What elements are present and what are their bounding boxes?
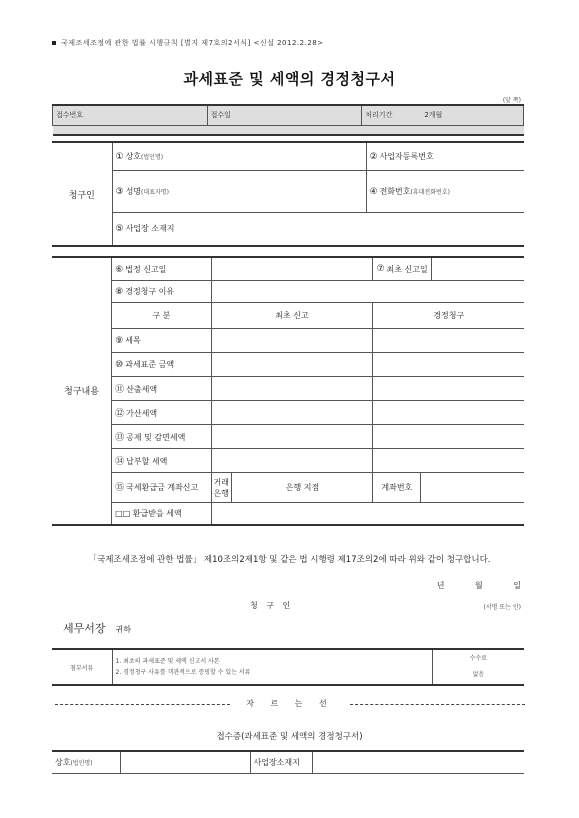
- company-label: 상호: [125, 151, 142, 161]
- receipt-company-label-text: 상호: [55, 757, 71, 767]
- reason-label: 경정청구 이유: [125, 287, 175, 296]
- row-num: ⑩: [115, 360, 124, 370]
- initial-header: 최초 신고: [211, 303, 373, 329]
- initial-cell[interactable]: [211, 401, 373, 425]
- addressee-suffix: 귀하: [115, 625, 131, 634]
- processing-label: 처리기간: [365, 111, 393, 120]
- correction-header: 경정청구: [373, 303, 524, 329]
- company-sub: (법인명): [141, 153, 164, 161]
- bank-label: 거래은행: [213, 477, 229, 498]
- regulation-note: [52, 38, 324, 48]
- receipt-table: [52, 750, 524, 774]
- cut-line: [55, 698, 525, 710]
- legal-date-input[interactable]: [211, 257, 373, 281]
- correction-cell[interactable]: [373, 401, 524, 425]
- first-date-label: 최초 신고일: [386, 264, 428, 274]
- page-side-label: (앞 쪽): [502, 97, 521, 104]
- receipt-company-label: [52, 751, 120, 773]
- phone-label: 전화번호: [379, 186, 411, 196]
- refund-label: 국세환급금 계좌신고: [126, 482, 199, 492]
- address-num: ⑤: [115, 224, 124, 235]
- regulation-text: 국제조세조정에 관한 법률 시행규칙 [별지 제7호의2서식] <신설 2012.2.28>: [61, 39, 324, 47]
- row-label: 세목: [125, 336, 141, 345]
- row-num: ⑪: [115, 385, 125, 395]
- claimant-sign-label: 청 구 인: [250, 601, 294, 610]
- legal-date-label: 법정 신고일: [125, 264, 167, 274]
- correction-cell[interactable]: [373, 329, 524, 353]
- row-payable-tax: [112, 449, 211, 473]
- initial-cell[interactable]: [211, 329, 373, 353]
- bizno-label: 사업자등록번호: [379, 151, 434, 161]
- form-title: 과세표준 및 세액의 경정청구서: [183, 70, 396, 88]
- account-number-field[interactable]: [421, 473, 524, 503]
- reason-label-cell: [112, 281, 211, 303]
- receipt-address-label-text: 사업장소재지: [253, 757, 300, 767]
- first-date-label-box: [373, 258, 431, 280]
- business-number-field[interactable]: [366, 142, 524, 170]
- attachments-list: [112, 649, 432, 685]
- row-num: ⑫: [115, 409, 125, 419]
- refund-account-label-cell: [112, 473, 211, 503]
- correction-cell[interactable]: [373, 377, 524, 401]
- intake-table: [52, 104, 524, 136]
- row-num: ⑨: [115, 336, 124, 346]
- refund-num: ⑮: [115, 482, 125, 493]
- receipt-title: 접수증(과세표준 및 세액의 경정청구서): [216, 732, 363, 742]
- refund-amount-label: □□ 환급받을 세액: [115, 508, 182, 518]
- receipt-date-label: 접수일: [210, 111, 231, 120]
- attachment-item: 1. 최초의 과세표준 및 세액 신고서 사본: [115, 658, 220, 665]
- bank-label-cell: [211, 473, 232, 503]
- row-deduction: [112, 425, 211, 449]
- attachment-item: 2. 경정청구 사유를 객관적으로 증빙할 수 있는 서류: [115, 669, 251, 676]
- bank-branch-text: 은행 지점: [285, 483, 320, 492]
- correction-cell[interactable]: [373, 449, 524, 473]
- date-line[interactable]: 년 월 일: [436, 581, 521, 590]
- fee-cell: [432, 649, 524, 685]
- initial-cell[interactable]: [211, 353, 373, 377]
- row-tax-item: [112, 329, 211, 353]
- claimant-table: [52, 141, 524, 247]
- processing-cell: [362, 105, 524, 125]
- row-label: 공제 및 감면세액: [126, 433, 186, 442]
- row-label: 납부할 세액: [126, 457, 168, 466]
- claim-table: [52, 256, 524, 526]
- initial-cell[interactable]: [211, 425, 373, 449]
- address-label: 사업장 소재지: [125, 224, 175, 234]
- attachments-label-text: 첨부서류: [70, 664, 94, 672]
- category-header: 구 분: [112, 303, 211, 329]
- legal-date-label-cell: [112, 257, 211, 281]
- company-num: ①: [115, 151, 124, 162]
- row-label: 산출세액: [126, 385, 158, 394]
- receipt-company-field[interactable]: [120, 751, 250, 773]
- claimant-section-label: 청구인: [52, 142, 112, 246]
- refund-amount-label-cell: [112, 503, 211, 525]
- row-penalty-tax: [112, 401, 211, 425]
- receipt-no-label: 접수번호: [56, 111, 84, 120]
- bizno-num: ②: [369, 151, 378, 162]
- claim-statement: 「국제조세조정에 관한 법률」 제10조의2제1항 및 같은 법 시행령 제17조의2에 따라 위와 같이 청구합니다.: [88, 555, 491, 565]
- correction-cell[interactable]: [373, 425, 524, 449]
- reason-input[interactable]: [211, 281, 524, 303]
- refund-amount-field[interactable]: [211, 503, 524, 525]
- company-name-field[interactable]: [112, 142, 366, 170]
- row-num: ⑬: [115, 433, 125, 443]
- account-number-label: 계좌번호: [381, 483, 413, 492]
- receipt-company-sub: (법인명): [70, 759, 93, 767]
- row-num: ⑭: [115, 457, 125, 467]
- first-date-num: ⑦: [376, 264, 385, 274]
- phone-num: ④: [369, 186, 378, 197]
- tax-office-name: 세무서장: [63, 622, 106, 635]
- attachments-label: [52, 649, 112, 685]
- initial-cell[interactable]: [211, 449, 373, 473]
- name-sub: (대표자명): [141, 188, 169, 196]
- attachments-table: [52, 648, 524, 686]
- receipt-address-field[interactable]: [312, 751, 524, 773]
- first-date-cell[interactable]: [373, 257, 524, 281]
- processing-value: 2개월: [424, 111, 443, 120]
- row-label: 과세표준 금액: [125, 360, 175, 369]
- account-number-label-cell: [373, 473, 421, 503]
- receipt-date-cell[interactable]: [207, 105, 362, 125]
- bullet-square-icon: [52, 41, 56, 45]
- fee-label: 수수료: [469, 655, 487, 662]
- phone-field[interactable]: [366, 170, 524, 212]
- row-label: 가산세액: [126, 409, 158, 418]
- row-tax-base: [112, 353, 211, 377]
- initial-cell[interactable]: [211, 377, 373, 401]
- claim-section-label: 청구내용: [52, 257, 112, 525]
- representative-name-field[interactable]: [112, 170, 366, 212]
- legal-date-num: ⑥: [115, 264, 124, 275]
- bank-branch-field[interactable]: [232, 473, 373, 503]
- name-label: 성명: [125, 186, 142, 196]
- fee-value: 없음: [472, 671, 485, 678]
- cut-line-text: 자 르 는 선: [246, 699, 334, 708]
- signature-field[interactable]: (서명 또는 인): [483, 604, 521, 611]
- intake-spacer: [53, 125, 524, 135]
- receipt-no-cell[interactable]: [53, 105, 208, 125]
- business-address-field[interactable]: [112, 212, 524, 246]
- tax-office-addressee: [63, 620, 131, 636]
- reason-num: ⑧: [115, 287, 124, 297]
- correction-cell[interactable]: [373, 353, 524, 377]
- phone-sub: (휴대전화번호): [410, 188, 450, 196]
- receipt-address-label: [250, 751, 312, 773]
- name-num: ③: [115, 186, 124, 197]
- row-computed-tax: [112, 377, 211, 401]
